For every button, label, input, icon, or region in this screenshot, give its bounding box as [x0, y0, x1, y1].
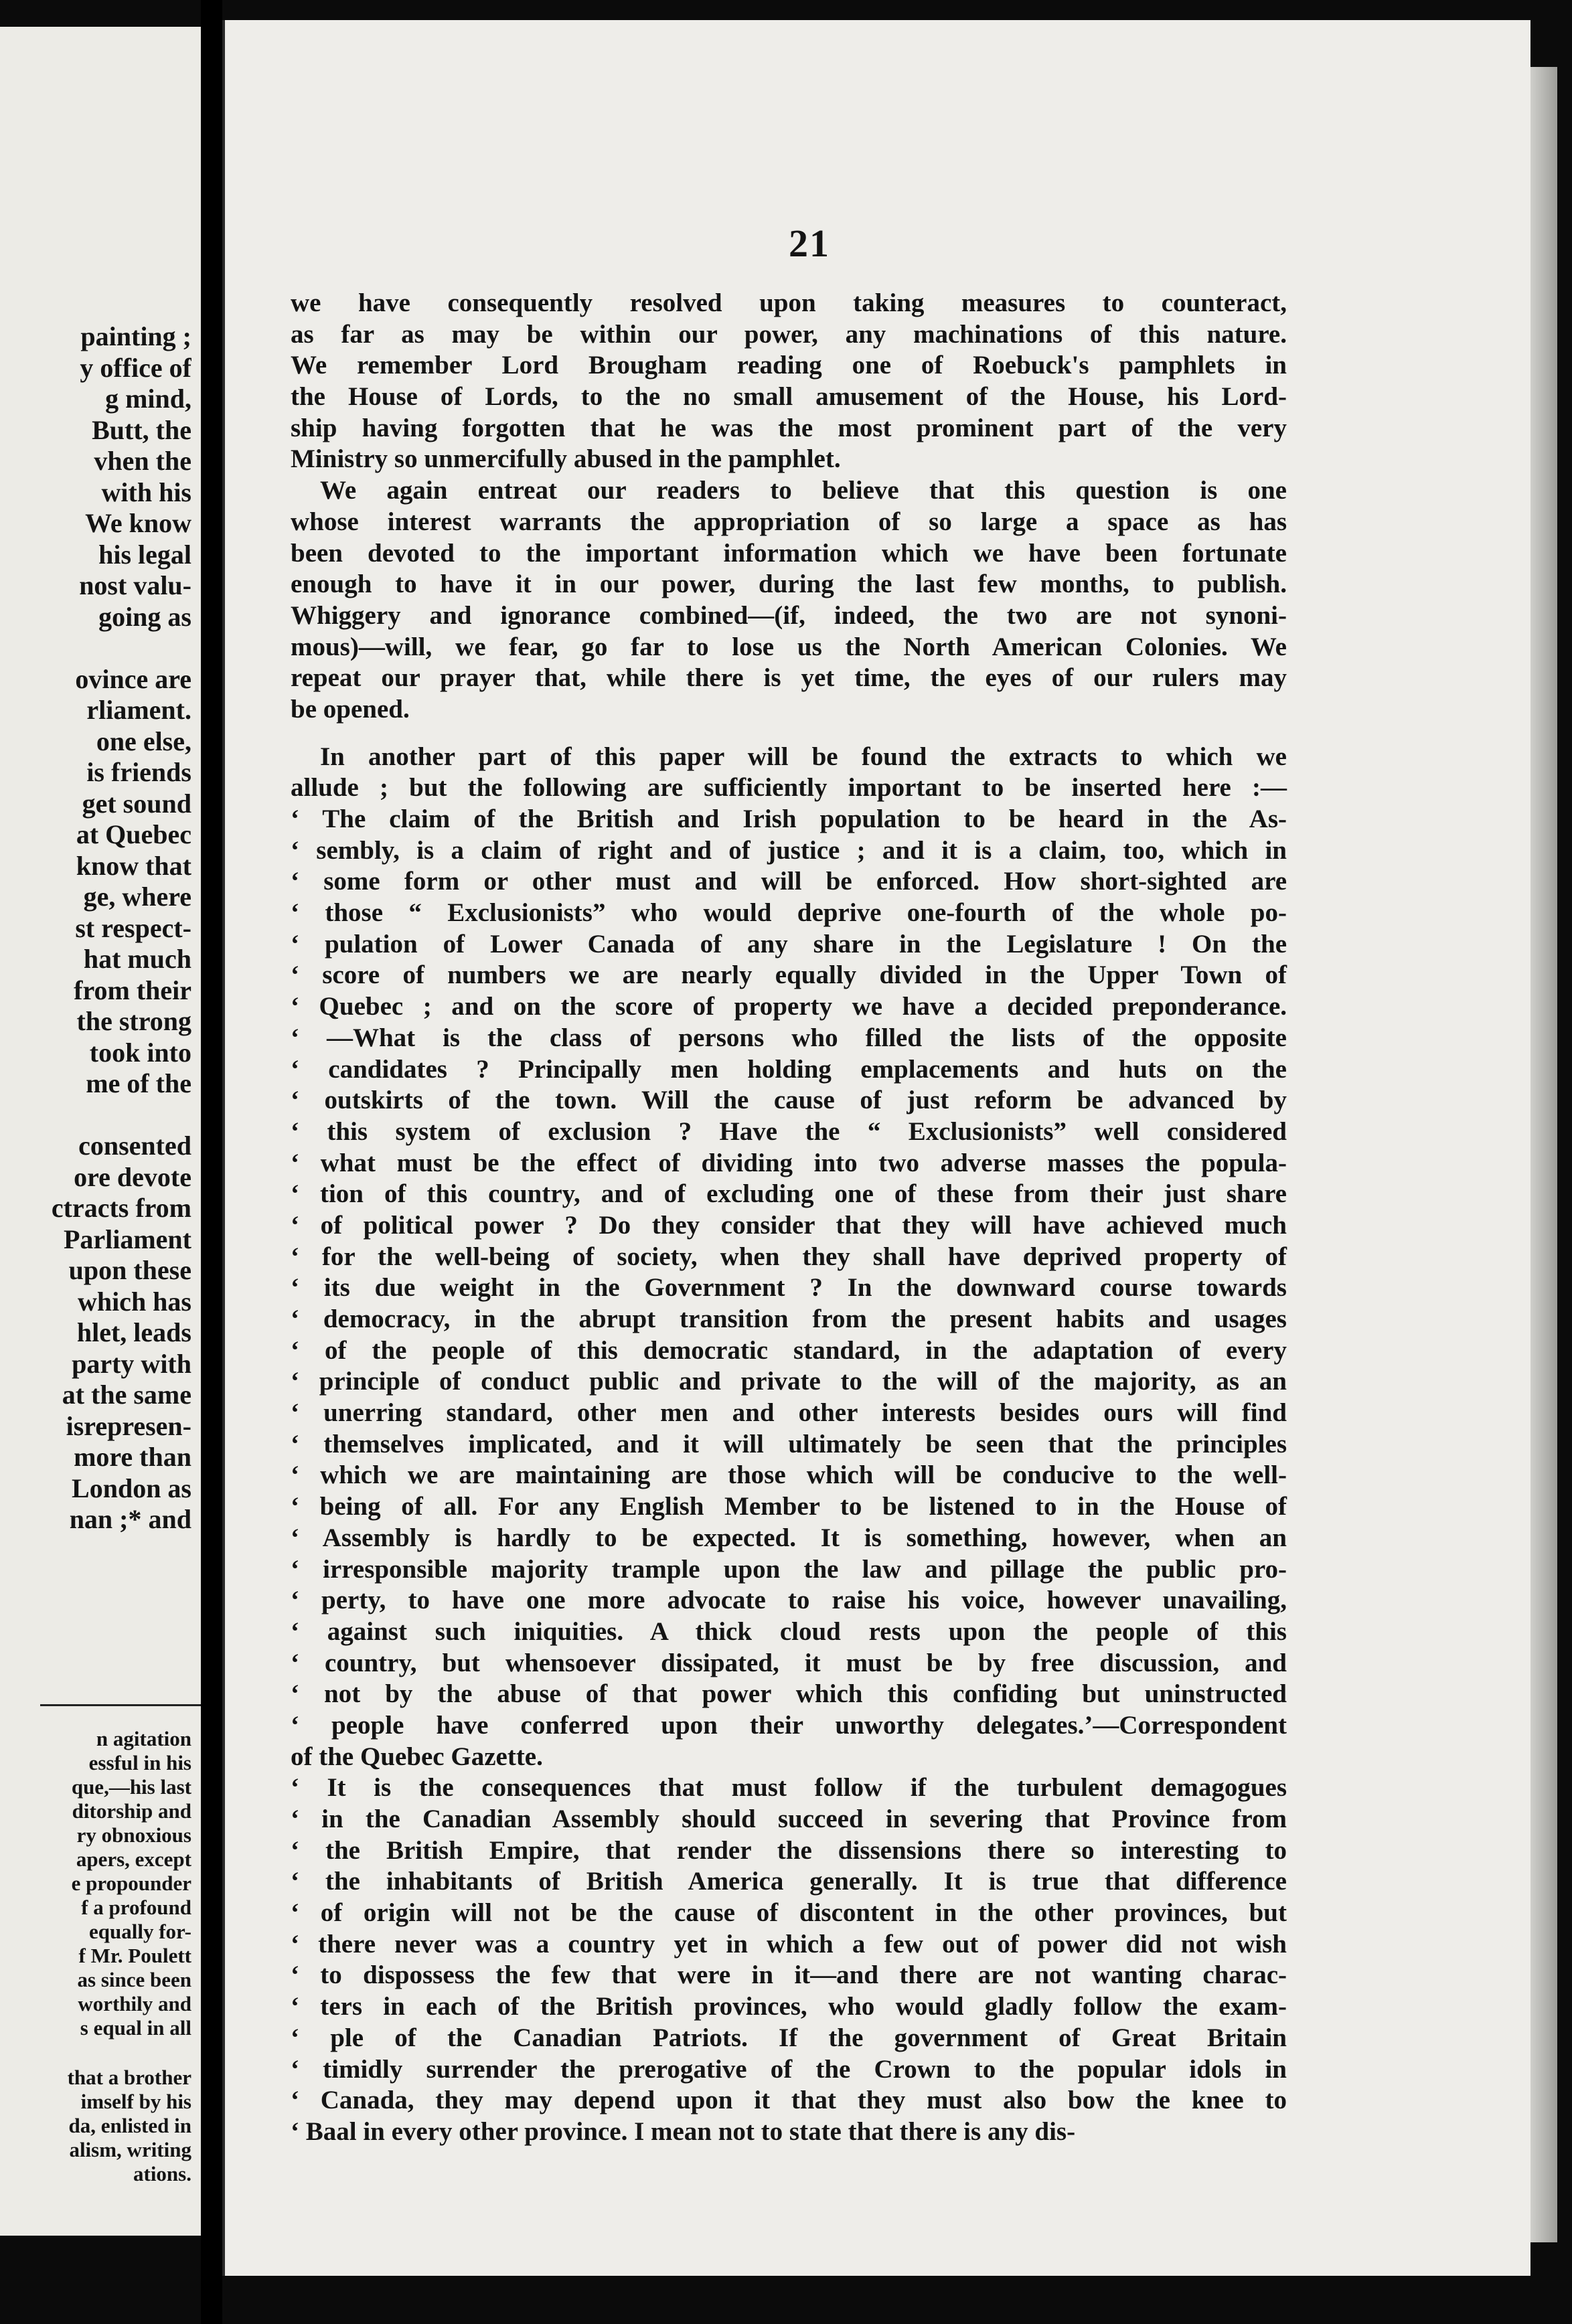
left-column-text: [0, 321, 191, 1536]
text-line: ‘ democracy, in the abrupt transition from the present habits and usages: [291, 1305, 1287, 1333]
left-footnote-line: ditorship and: [72, 1799, 191, 1823]
left-footnote-line: alism, writing: [69, 2138, 191, 2161]
left-column-line: know that: [76, 850, 191, 881]
left-column-line: going as: [98, 601, 191, 632]
text-line: ‘ —What is the class of persons who filled the lists of the opposite: [291, 1023, 1287, 1052]
text-line: allude ; but the following are sufficiently important to be inserted here :—: [291, 773, 1287, 803]
left-column-line: London as: [72, 1473, 191, 1503]
left-column-line: hlet, leads: [76, 1317, 191, 1347]
text-line: be opened.: [291, 694, 410, 724]
left-column-line: ovince are: [75, 663, 191, 694]
text-line: whose interest warrants the appropriation of so large a space as has: [291, 507, 1287, 536]
footnote-gap: [0, 2040, 191, 2066]
text-line: In another part of this paper will be found the extracts to which we: [320, 742, 1287, 771]
text-line: ‘ which we are maintaining are those which will be conducive to the well-: [291, 1461, 1287, 1490]
text-line: ‘ irresponsible majority trample upon the law and pillage the public pro-: [291, 1554, 1287, 1584]
text-line: repeat our prayer that, while there is yet time, the eyes of our rulers may: [291, 663, 1287, 693]
left-column-line: Butt, the: [92, 414, 191, 445]
text-line: We again entreat our readers to believe that this question is one: [320, 476, 1287, 505]
text-line: ‘ some form or other must and will be enforced. How short-sighted are: [291, 867, 1287, 896]
text-line: ‘ themselves implicated, and it will ultimately be seen that the principles: [291, 1429, 1287, 1459]
section-gap: [291, 726, 1287, 742]
left-footnote-line: f a profound: [81, 1896, 191, 1919]
left-column-line: y office of: [80, 352, 191, 383]
left-footnote-line: as since been: [77, 1968, 191, 1991]
left-footnote-line: da, enlisted in: [68, 2114, 191, 2137]
text-line: ‘ perty, to have one more advocate to raise his voice, however unavailing,: [291, 1586, 1287, 1615]
text-line: ‘ outskirts of the town. Will the cause of just reform be advanced by: [291, 1086, 1287, 1115]
text-line: ‘ of political power ? Do they consider that they will have achieved much: [291, 1210, 1287, 1240]
left-column-line: consented: [78, 1131, 191, 1161]
left-column-line: painting ;: [80, 321, 191, 351]
text-line: ‘ of the people of this democratic standard, in the adaptation of every: [291, 1335, 1287, 1365]
left-footnote-line: e propounder: [71, 1872, 191, 1895]
left-footnote-line: n agitation: [96, 1727, 191, 1750]
text-line: ‘ what must be the effect of dividing into two adverse masses the popula-: [291, 1148, 1287, 1177]
page-body-text: [291, 288, 1287, 2148]
left-column-gap: [0, 1100, 191, 1131]
right-page: [222, 20, 1530, 2276]
text-line: ‘ unerring standard, other men and other interests besides ours will find: [291, 1398, 1287, 1428]
text-line: ‘ timidly surrender the prerogative of the Crown to the popular idols in: [291, 2054, 1287, 2084]
text-line: ‘ of origin will not be the cause of discontent in the other provinces, but: [291, 1898, 1287, 1928]
left-column-line: his legal: [98, 539, 191, 570]
left-column-line: one else,: [96, 726, 191, 756]
text-line: ‘ The claim of the British and Irish population to be heard in the As-: [291, 805, 1287, 833]
text-line: as far as may be within our power, any machinations of this nature.: [291, 319, 1287, 349]
left-column-line: ctracts from: [51, 1193, 191, 1223]
text-line: ‘ in the Canadian Assembly should succeed in severing that Province from: [291, 1805, 1287, 1833]
left-column-line: at the same: [62, 1380, 191, 1410]
page-number: 21: [789, 222, 830, 265]
text-line: been devoted to the important information which we have been fortunate: [291, 538, 1287, 568]
text-line: ‘ for the well-being of society, when they shall have deprived property of: [291, 1242, 1287, 1271]
left-footnote-line: s equal in all: [80, 2016, 191, 2040]
text-line: ‘ It is the consequences that must follow if the turbulent demagogues: [291, 1773, 1287, 1803]
left-column-line: more than: [74, 1442, 191, 1472]
left-column-line: hat much: [83, 944, 191, 974]
text-line: we have consequently resolved upon taking measures to counteract,: [291, 288, 1287, 317]
left-footnote-line: que,—his last: [71, 1775, 191, 1799]
left-column-line: st respect-: [75, 912, 191, 943]
left-column-line: from their: [74, 975, 191, 1005]
left-column-footnotes: [0, 1727, 191, 2186]
left-column-line: [0, 633, 191, 664]
text-line: ‘ not by the abuse of that power which this confiding but uninstructed: [291, 1679, 1287, 1709]
left-footnote-line: ations.: [133, 2162, 191, 2185]
text-line: ‘ sembly, is a claim of right and of justice ; and it is a claim, too, which in: [291, 835, 1287, 865]
left-footnote-line: imself by his: [80, 2090, 191, 2113]
left-page-fragment: [0, 27, 203, 2236]
left-column-line: rliament.: [86, 695, 191, 725]
left-column-line: get sound: [82, 788, 191, 819]
left-column-line: at Quebec: [76, 819, 191, 849]
left-column-line: We know: [85, 508, 191, 538]
left-column-line: the strong: [76, 1006, 191, 1036]
text-line: mous)—will, we fear, go far to lose us the North American Colonies. We: [291, 632, 1287, 661]
left-footnote-line: ry obnoxious: [76, 1823, 191, 1847]
left-column-line: vhen the: [94, 446, 191, 476]
text-line: ‘ tion of this country, and of excluding one of these from their just share: [291, 1179, 1287, 1209]
left-column-line: upon these: [68, 1255, 191, 1285]
text-line: ‘ Quebec ; and on the score of property we have a decided preponderance.: [291, 992, 1287, 1021]
text-line: ‘ there never was a country yet in which a few out of power did not wish: [291, 1929, 1287, 1959]
left-column-line: which has: [77, 1286, 191, 1317]
text-line: ‘ pulation of Lower Canada of any share in the Legislature ! On the: [291, 929, 1287, 959]
left-column-line: ge, where: [83, 882, 191, 912]
left-column-line: isrepresen-: [66, 1410, 191, 1441]
text-line: ‘ candidates ? Principally men holding emplacements and huts on the: [291, 1054, 1287, 1084]
text-line: ‘ being of all. For any English Member to be listened to in the House of: [291, 1492, 1287, 1521]
left-column-line: party with: [72, 1348, 191, 1379]
left-column-line: with his: [101, 477, 191, 507]
left-footnote-line: apers, except: [76, 1847, 191, 1871]
text-line: ‘ Canada, they may depend upon it that they must also bow the knee to: [291, 2086, 1287, 2115]
left-footnote-line: that a brother: [67, 2066, 191, 2089]
text-line: ‘ Assembly is hardly to be expected. It is something, however, when an: [291, 1523, 1287, 1552]
text-line: ‘ the inhabitants of British America generally. It is true that difference: [291, 1867, 1287, 1896]
text-line: ‘ Baal in every other province. I mean not to state that there is any dis-: [291, 2116, 1076, 2146]
text-line: ‘ the British Empire, that render the dissensions there so interesting to: [291, 1835, 1287, 1865]
text-line: ‘ ters in each of the British provinces, who would gladly follow the exam-: [291, 1992, 1287, 2021]
text-line: of the Quebec Gazette.: [291, 1742, 543, 1771]
left-column-line: nan ;* and: [69, 1504, 191, 1534]
left-footnote-line: f Mr. Poulett: [78, 1944, 191, 1967]
text-line: Whiggery and ignorance combined—(if, indeed, the two are not synoni-: [291, 600, 1287, 630]
left-footnote-line: worthily and: [78, 1992, 191, 2015]
left-column-line: Parliament: [63, 1224, 191, 1254]
text-line: ‘ people have conferred upon their unworthy delegates.’—Correspondent: [291, 1710, 1287, 1740]
text-line: ‘ to dispossess the few that were in it—and there are not wanting charac-: [291, 1961, 1287, 1990]
text-line: ‘ country, but whensoever dissipated, it must be by free discussion, and: [291, 1648, 1287, 1677]
left-column-line: me of the: [86, 1068, 191, 1098]
text-line: the House of Lords, to the no small amusement of the House, his Lord-: [291, 382, 1287, 412]
text-line: ‘ ple of the Canadian Patriots. If the government of Great Britain: [291, 2023, 1287, 2052]
left-column-line: nost valu-: [79, 570, 191, 600]
left-footnote-line: equally for-: [89, 1920, 191, 1943]
text-line: Ministry so unmercifully abused in the pamphlet.: [291, 444, 841, 474]
book-gutter: [201, 0, 222, 2324]
text-line: ‘ its due weight in the Government ? In the downward course towards: [291, 1273, 1287, 1303]
left-column-line: is friends: [86, 757, 191, 787]
text-line: ‘ against such iniquities. A thick cloud rests upon the people of this: [291, 1616, 1287, 1646]
text-line: ‘ score of numbers we are nearly equally divided in the Upper Town of: [291, 961, 1287, 990]
text-line: ‘ this system of exclusion ? Have the “ Exclusionists” well considered: [291, 1116, 1287, 1146]
left-footnote-line: essful in his: [88, 1751, 191, 1774]
text-line: We remember Lord Brougham reading one of Roebuck's pamphlets in: [291, 351, 1287, 380]
left-column-line: ore devote: [74, 1161, 191, 1192]
text-line: ship having forgotten that he was the most prominent part of the very: [291, 413, 1287, 442]
left-column-line: g mind,: [105, 384, 191, 414]
text-line: ‘ those “ Exclusionists” who would deprive one-fourth of the whole po-: [291, 898, 1287, 928]
text-line: enough to have it in our power, during the last few months, to publish.: [291, 570, 1287, 599]
footnote-rule: [40, 1704, 201, 1706]
left-column-line: took into: [89, 1037, 191, 1068]
text-line: ‘ principle of conduct public and private to the will of the majority, as an: [291, 1367, 1287, 1396]
